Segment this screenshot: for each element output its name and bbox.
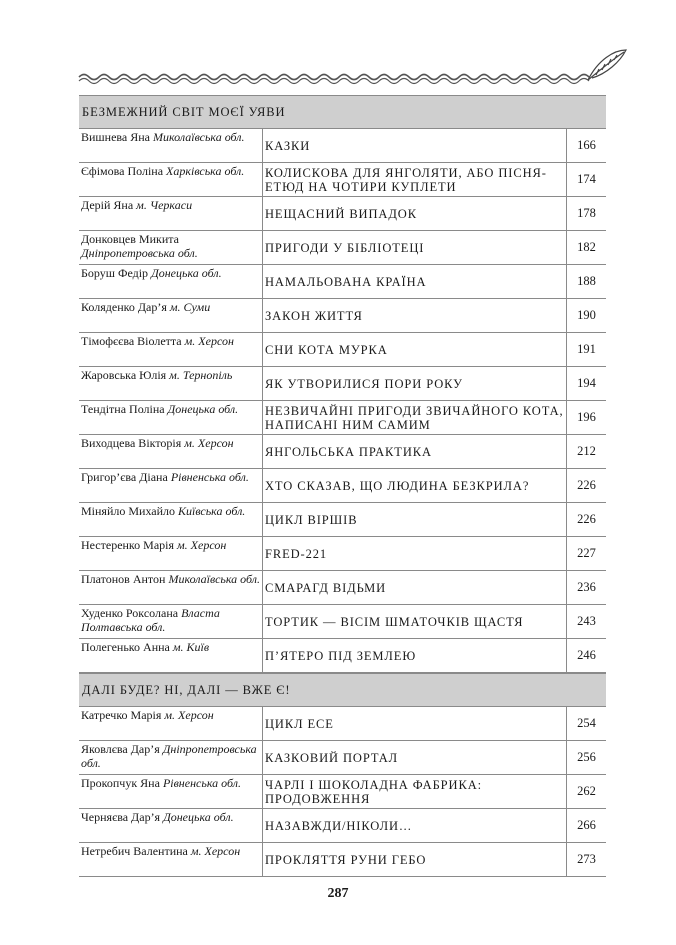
author-region: м. Київ [172, 640, 210, 654]
author-name: Боруш Федір [81, 266, 149, 280]
page-ref: 266 [577, 818, 596, 832]
work-title: П’ЯТЕРО ПІД ЗЕМЛЕЮ [263, 639, 567, 672]
author-name: Дерій Яна [81, 198, 134, 212]
author-cell [79, 843, 263, 876]
author-region: Власта Полтавська обл. [81, 606, 220, 634]
page-ref: 254 [577, 716, 596, 730]
author-region: м. Черкаси [136, 198, 193, 212]
author-cell [79, 775, 263, 808]
table-of-contents [79, 95, 606, 877]
toc-row [79, 639, 606, 673]
page-ref: 256 [577, 750, 596, 764]
work-title: ЗАКОН ЖИТТЯ [263, 299, 567, 332]
author-region: Рівненська обл. [170, 470, 249, 484]
toc-row [79, 231, 606, 265]
author-cell [79, 605, 263, 638]
author-cell [79, 503, 263, 536]
toc-row [79, 469, 606, 503]
author-cell [79, 333, 263, 366]
author-region: Миколаївська обл. [153, 130, 245, 144]
author-name: Черняєва Дар’я [81, 810, 161, 824]
author-cell [79, 299, 263, 332]
toc-row [79, 741, 606, 775]
author-region: Дніпропетровська обл. [81, 245, 198, 260]
author-name: Яковлєва Дар’я [81, 742, 160, 756]
toc-row [79, 333, 606, 367]
author-name: Нестеренко Марія [81, 538, 175, 552]
author-region: Харківська обл. [166, 164, 245, 178]
feather-icon [588, 50, 626, 80]
author-name: Тендітна Поліна [81, 402, 165, 416]
work-title: ЦИКЛ ЕСЕ [263, 707, 567, 740]
work-title: ЯК УТВОРИЛИСЯ ПОРИ РОКУ [263, 367, 567, 400]
wave-rule [79, 75, 589, 80]
toc-row [79, 435, 606, 469]
work-title: ПРОКЛЯТТЯ РУНИ ГЕБО [263, 843, 567, 876]
author-cell [79, 469, 263, 502]
author-region: м. Суми [169, 300, 211, 314]
page-ref: 194 [577, 376, 596, 390]
work-title: ПРИГОДИ У БІБЛІОТЕЦІ [263, 231, 567, 264]
toc-row [79, 299, 606, 333]
toc-row [79, 605, 606, 639]
page-number: 287 [327, 886, 349, 901]
author-cell [79, 197, 263, 230]
author-cell [79, 265, 263, 298]
toc-row [79, 809, 606, 843]
page-ref: 246 [577, 648, 596, 662]
work-title: НАЗАВЖДИ/НІКОЛИ… [263, 809, 567, 842]
author-region: м. Херсон [177, 538, 227, 552]
page-ref: 196 [577, 410, 596, 424]
author-cell [79, 809, 263, 842]
author-region: м. Херсон [164, 708, 214, 722]
author-cell [79, 163, 263, 196]
toc-row [79, 163, 606, 197]
page-ref: 226 [577, 512, 596, 526]
author-region: Дніпропетровська обл. [81, 742, 257, 770]
author-cell [79, 537, 263, 570]
author-name: Єфімова Поліна [81, 164, 164, 178]
page-ref: 212 [577, 444, 596, 458]
work-title: КОЛИСКОВА ДЛЯ ЯНГОЛЯТИ, АБО ПІСНЯ-ЕТЮД НА ЧОТИРИ КУПЛЕТИ [263, 163, 567, 196]
toc-row [79, 503, 606, 537]
work-title: КАЗКИ [263, 129, 567, 162]
work-title: НЕЗВИЧАЙНІ ПРИГОДИ ЗВИЧАЙНОГО КОТА, НАПИСАНІ НИМ САМИМ [263, 401, 567, 434]
author-cell [79, 639, 263, 672]
toc-row [79, 537, 606, 571]
author-name: Донковцев Микита [81, 232, 179, 246]
author-region: м. Херсон [184, 334, 234, 348]
author-name: Коляденко Дар’я [81, 300, 167, 314]
work-title: FRED-221 [263, 537, 567, 570]
author-cell [79, 129, 263, 162]
page-ref: 178 [577, 206, 596, 220]
toc-row [79, 265, 606, 299]
toc-row [79, 707, 606, 741]
work-title: ЯНГОЛЬСЬКА ПРАКТИКА [263, 435, 567, 468]
page-ref: 226 [577, 478, 596, 492]
work-title: КАЗКОВИЙ ПОРТАЛ [263, 741, 567, 774]
author-name: Худенко Роксолана [81, 606, 179, 620]
toc-row [79, 401, 606, 435]
author-name: Міняйло Михайло [81, 504, 176, 518]
author-name: Прокопчук Яна [81, 776, 160, 790]
author-region: Миколаївська обл. [168, 572, 260, 586]
page-ref: 262 [577, 784, 596, 798]
page-ref: 243 [577, 614, 596, 628]
work-title: СМАРАГД ВІДЬМИ [263, 571, 567, 604]
author-region: Донецька обл. [151, 266, 222, 280]
toc-row [79, 367, 606, 401]
page-ref: 188 [577, 274, 596, 288]
author-region: м. Тернопіль [169, 368, 233, 382]
author-name: Виходцева Вікторія [81, 436, 182, 450]
page-ref: 174 [577, 172, 596, 186]
work-title: ХТО СКАЗАВ, ЩО ЛЮДИНА БЕЗКРИЛА? [263, 469, 567, 502]
section-header: ДАЛІ БУДЕ? НІ, ДАЛІ — ВЖЕ Є! [79, 673, 606, 707]
toc-row [79, 571, 606, 605]
author-name: Платонов Антон [81, 572, 166, 586]
toc-row [79, 775, 606, 809]
work-title: ЦИКЛ ВІРШІВ [263, 503, 567, 536]
author-cell [79, 401, 263, 434]
author-cell [79, 571, 263, 604]
page-ref: 273 [577, 852, 596, 866]
toc-row [79, 129, 606, 163]
work-title: ТОРТИК — ВІСІМ ШМАТОЧКІВ ЩАСТЯ [263, 605, 567, 638]
author-cell [79, 367, 263, 400]
page-ref: 191 [577, 342, 596, 356]
page-ref: 190 [577, 308, 596, 322]
author-cell [79, 741, 263, 774]
page-ref: 236 [577, 580, 596, 594]
author-cell [79, 435, 263, 468]
toc-row [79, 197, 606, 231]
author-name: Нетребич Валентина [81, 844, 188, 858]
author-cell [79, 707, 263, 740]
author-name: Григор’єва Діана [81, 470, 168, 484]
page-ref: 166 [577, 138, 596, 152]
author-cell [79, 231, 263, 264]
author-region: Київська обл. [178, 504, 246, 518]
author-name: Катречко Марія [81, 708, 162, 722]
author-name: Вишнева Яна [81, 130, 150, 144]
author-name: Полегенько Анна [81, 640, 170, 654]
work-title: ЧАРЛІ І ШОКОЛАДНА ФАБРИКА: ПРОДОВЖЕННЯ [263, 775, 567, 808]
toc-row [79, 843, 606, 877]
header-ornament [0, 0, 676, 100]
author-name: Жаровська Юлія [81, 368, 167, 382]
author-region: Рівненська обл. [162, 776, 241, 790]
author-region: Донецька обл. [163, 810, 234, 824]
page-ref: 227 [577, 546, 596, 560]
author-region: м. Херсон [190, 844, 241, 858]
work-title: НЕЩАСНИЙ ВИПАДОК [263, 197, 567, 230]
page-ref: 182 [577, 240, 596, 254]
author-name: Тімофєєва Віолетта [81, 334, 182, 348]
section-header: БЕЗМЕЖНИЙ СВІТ МОЄЇ УЯВИ [79, 95, 606, 129]
work-title: НАМАЛЬОВАНА КРАЇНА [263, 265, 567, 298]
work-title: СНИ КОТА МУРКА [263, 333, 567, 366]
author-region: Донецька обл. [167, 402, 239, 416]
author-region: м. Херсон [184, 436, 234, 450]
